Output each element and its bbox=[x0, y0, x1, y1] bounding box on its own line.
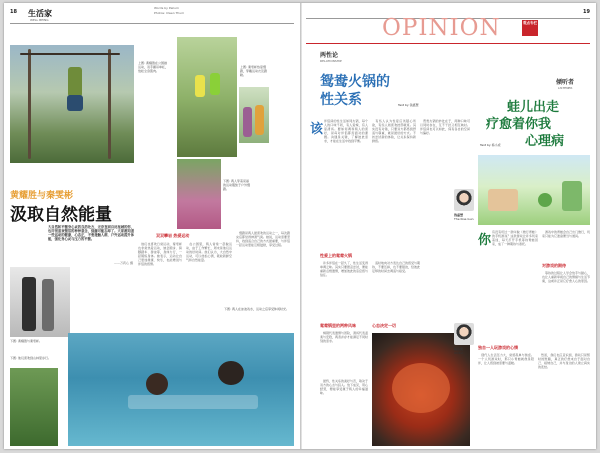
main-headline-1: 黄耀胜与秦雯彬 bbox=[10, 191, 74, 201]
column1-subhead-3: 心态决定一切 bbox=[372, 323, 396, 328]
column2-body-1: 有没有玩过一款叫做《旅行青蛙》的手机游戏？这款游戏让许多玩家着迷，每天打开手机等待青蛙回家，成了一种期待与寄托。 bbox=[492, 230, 538, 246]
woman-figure-3 bbox=[42, 279, 54, 331]
column1-headline-2: 性关系 bbox=[320, 92, 362, 108]
body-column-3: 慢跑是两人最喜欢的运动之一，每次跑完后都觉得神清气爽。她说，运动需要坚持，找到适合自己的方式最重要，与伴侣一起运动更能互相鼓励，享受过程。 bbox=[236, 231, 290, 247]
body-column-2: 在公园里，两人常常一起做运动，由于工作繁忙，周末是他们运动的好时间。他们认为，大自然中运动，可以放松心情，吸收新鲜空气和自然能量。 bbox=[186, 242, 232, 262]
author1-name: 钱嘉慧 bbox=[454, 213, 464, 217]
column2-body-4: 现代人生活压力大，常感孤单与焦虑。一个人玩游戏时，那只小青蛙就像是陪伴，让人感到被需要与温暖。 bbox=[478, 353, 534, 365]
gym-pole bbox=[28, 49, 31, 159]
dropcap-1: 该 bbox=[310, 122, 324, 137]
column1-body-2: 有些人认为性爱应该随心所欲，有些人则喜欢按部就班。其实没有对错，只要双方都感到舒适与尊重，就是最好的方式。不妨尝试新的体验，让关系保持新鲜感。 bbox=[372, 119, 416, 143]
subhead-1: 双双攀岩 热爱运动 bbox=[156, 233, 190, 238]
author2-photo bbox=[454, 323, 474, 345]
swimmer-head-2 bbox=[218, 361, 244, 385]
author1-photo bbox=[454, 189, 474, 211]
column1-subhead-1: 性爱上的鸳鸯火锅 bbox=[320, 253, 352, 258]
column2-body-5: 然而，我们也应意识到，游戏只是暂时的慰藉，真正的疗愈来自于面对自己、接纳自己，并与身边的人建立真实的连结。 bbox=[538, 353, 590, 369]
right-page bbox=[302, 3, 596, 449]
left-page bbox=[4, 3, 300, 449]
caption-gym: 上图: 黄耀胜在公园做运动，双手握吊单杠，放松全身肌肉。 bbox=[138, 61, 169, 73]
body-column-1: 他们也喜欢日常运动，秦雯彬也非常热爱运动，她会跑步、骑脚踏车、游泳等，身体力行，一起锻炼身体。她表示，运动让自己更加健康、快乐，也能增进与伴侣的感情。 bbox=[138, 242, 182, 266]
woman-figure bbox=[243, 107, 252, 137]
column2-body-2: 游戏中的青蛙会自己出门旅行，玩家只能为它准备便当与道具。 bbox=[542, 230, 590, 238]
kicker-1-en: RELATIONSHIP bbox=[320, 59, 342, 63]
gym-bar bbox=[20, 53, 120, 55]
runner-figure bbox=[195, 75, 205, 97]
photo-running-woods bbox=[177, 37, 237, 157]
opinion-word: OPINION bbox=[382, 15, 501, 41]
credit-line: Words by Peilum bbox=[154, 6, 179, 10]
section-subtitle: WELL BEING bbox=[30, 18, 49, 22]
runner-figure-2 bbox=[210, 73, 220, 95]
photo-pool bbox=[68, 333, 294, 446]
athlete-figure bbox=[68, 67, 82, 97]
column1-body-3: 鸳鸯火锅的妙处在于，两种口味可以同时存在，互不干扰又相互映衬。伴侣间也可以如此，保有各自的空间与偏好。 bbox=[420, 119, 470, 135]
game-house bbox=[488, 189, 518, 211]
photo-outdoor-gym bbox=[10, 45, 134, 163]
frog-character bbox=[538, 193, 552, 207]
page-number-right: 19 bbox=[583, 9, 590, 15]
athlete-shorts bbox=[67, 95, 83, 111]
dropcap-2: 你 bbox=[478, 233, 492, 248]
lede-paragraph: 大自然和平衡身心灵的良药处方，无奈直面自闭星城的你，也许很喜欢慢活的种种意念，保藤可能忘却了。大家都知道一些运动的健康，心态正，不要接触人群，户外运动提升体能，强化身心灵与压力的平衡。 bbox=[48, 225, 134, 241]
photo-frog-game bbox=[478, 155, 590, 225]
author2-role: Writer bbox=[454, 351, 464, 355]
photo-trail bbox=[10, 368, 58, 446]
man-figure bbox=[22, 277, 36, 331]
photo-pink-outfit bbox=[177, 159, 221, 229]
column2-author: Text by 杨小虎 bbox=[480, 143, 501, 147]
column2-body-3: 等待的过程让人学会放手与耐心，也让人重新审视自己的情绪与生活节奏，这或许正是它疗愈人心的原因。 bbox=[542, 271, 590, 283]
lede-byline: ——万莉心 摄 bbox=[114, 261, 133, 265]
photo-couple bbox=[10, 267, 70, 337]
column2-headline-1: 蛙儿出走 bbox=[507, 100, 560, 115]
column1-body-6: 辣锅代表激情与冒险，清汤代表温柔与安稳，两者并存才能满足不同时刻的需求。 bbox=[320, 331, 368, 343]
caption-pool: 下图: 两人在泳池戏水，运动之后享受休闲时光。 bbox=[224, 307, 289, 311]
kicker-2: 倾听者 bbox=[556, 79, 575, 86]
game-tree bbox=[562, 181, 582, 211]
column1-headline-1: 鸳鸯火锅的 bbox=[320, 74, 390, 90]
caption-trail: 下图: 他们喜欢到山林里步行。 bbox=[10, 356, 51, 360]
column1-author: Text by 钱嘉慧 bbox=[398, 103, 419, 107]
kicker-2-en: LISTENER bbox=[558, 86, 573, 90]
section-title: 生活家 bbox=[28, 9, 52, 18]
column1-body-7: 最终，性关系的美好与否，取决于双方的心态与投入。放下成见，用心经营，便能享受属于两人的幸福滋味。 bbox=[320, 379, 368, 395]
opinion-rule bbox=[306, 43, 590, 44]
page-number-left: 18 bbox=[10, 9, 17, 15]
column1-body-1: 伴侣间的性生活如同火锅，每个人的口味不同，有人爱辣，有人爱清汤。要如何调和两人的喜好，是每对伴侣都需面对的课题。沟通是关键，了解彼此需求，才能在生活中找到平衡。 bbox=[324, 119, 368, 143]
header-rule bbox=[10, 23, 294, 24]
main-headline-2: 汲取自然能量 bbox=[10, 205, 112, 225]
caption-pink: 下图: 两人穿着亮丽的运动服装于户外慢跑。 bbox=[223, 179, 251, 191]
column1-subhead-2: 鸳鸯锅里的两种风味 bbox=[320, 323, 356, 328]
author1-role: The Kiss Gun bbox=[454, 217, 474, 221]
kicker-1: 两性论 bbox=[320, 52, 339, 59]
gym-pole-2 bbox=[108, 49, 111, 159]
newspaper-spread bbox=[4, 3, 596, 449]
column2-subhead-2: 独自一人玩游戏的心情 bbox=[478, 345, 518, 350]
water-splash bbox=[128, 395, 258, 409]
caption-couple: 下图: 黄耀胜与秦雯彬。 bbox=[10, 339, 42, 343]
column1-body-5: 适时地向对方表达自己的感受与期待，不要压抑，也不要强迫，给彼此足够的时间去调适与接受。 bbox=[372, 261, 420, 273]
column2-subhead-1: 对游戏的期待 bbox=[542, 263, 566, 268]
credit-line-2: Photos: Owen Thum bbox=[154, 11, 185, 15]
hotpot-broth bbox=[392, 363, 450, 413]
column2-headline-3: 心理病 bbox=[525, 134, 565, 149]
photo-two-women bbox=[239, 87, 269, 143]
column2-headline-2: 疗愈着你我 bbox=[486, 117, 552, 132]
opinion-badge: 观点专栏 bbox=[522, 20, 538, 36]
column1-body-4: 许多伴侣在一起久了，性生活变得单调乏味。其实只要愿意尝试，便能重新点燃激情，增加彼此的亲密感与信任。 bbox=[320, 261, 368, 277]
author2-name: 杨小虎 bbox=[454, 347, 464, 351]
swimmer-head bbox=[146, 373, 168, 395]
caption-run: 上图: 秦雯彬热爱慢跑，穿戴运动衣及跑鞋。 bbox=[240, 65, 268, 77]
woman-figure-2 bbox=[255, 105, 264, 135]
